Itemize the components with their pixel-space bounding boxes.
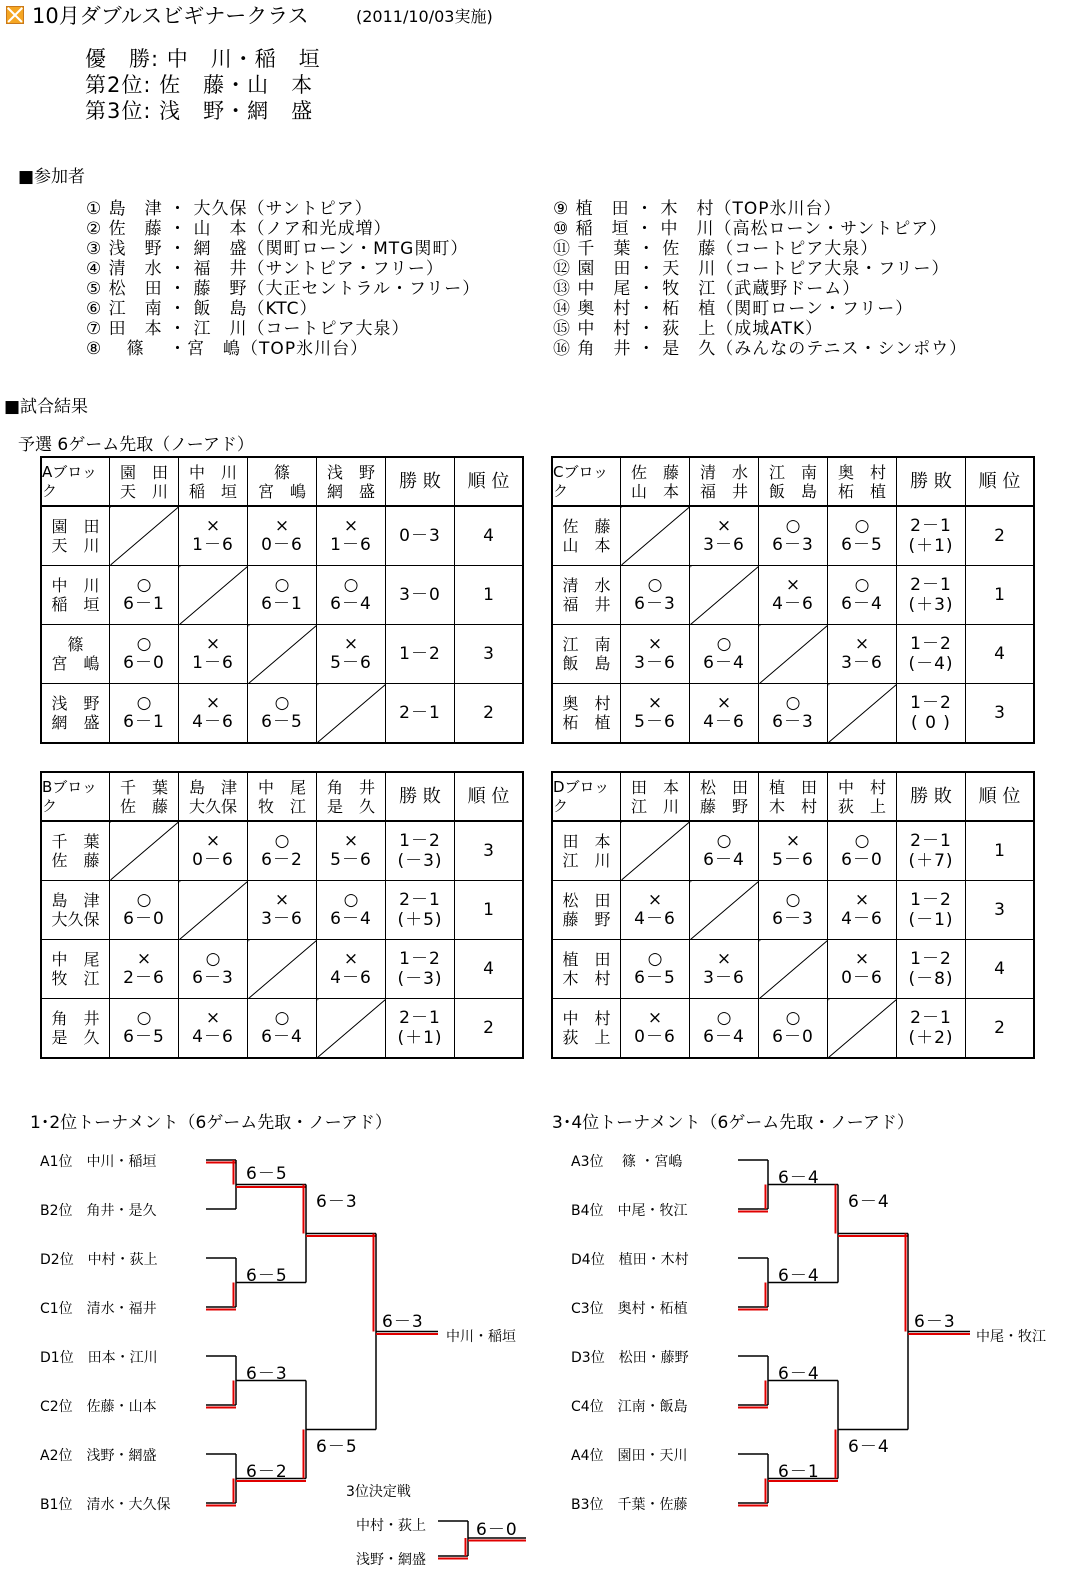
round1-score: 6－4 [778,1363,820,1384]
match-score: 2－6 [123,968,165,988]
match-score: 5－6 [330,850,372,870]
match-score: 0－6 [261,535,303,555]
player-name: 江 川 [562,851,611,870]
match-score: 6－4 [261,1027,303,1047]
player-name: 植 田 [562,950,611,969]
winner-line: 優 勝: 中 川・稲 垣 [85,47,321,71]
player-name: 荻 上 [562,1028,611,1047]
player-name: 江 南 [562,635,611,654]
match-score: 6－5 [261,712,303,732]
participant-entry: ⑭ 奥 村 ・ 柘 植（関町ローン・フリー） [553,299,914,319]
result-mark: ○ [785,1008,801,1028]
player-name: 江 南 [768,462,817,482]
match-score: 6－5 [841,535,883,555]
win-loss-record: 1－2 [910,634,952,654]
player-name: 奥 村 [837,462,886,482]
result-mark: ○ [274,831,290,851]
block-name: Dブロック [552,772,621,821]
result-mark: × [205,693,221,713]
result-mark: ○ [785,890,801,910]
match-score: 1－6 [330,535,372,555]
rank-cell: 1 [455,566,524,625]
match-score: 3－6 [261,909,303,929]
match-score: 6－1 [123,712,165,732]
win-loss-record: 3－0 [399,585,441,605]
round2-score: 6－5 [316,1436,358,1457]
player-name: 篠 [273,462,290,482]
page-title: 10月ダブルスビギナークラス [32,4,309,28]
participant-entry: ① 島 津 ・ 大久保（サントピア） [86,199,373,219]
match-score: 6－2 [261,850,303,870]
rank-cell: 2 [966,506,1035,566]
match-score: 6－4 [330,594,372,614]
bracket-entry: D2位 中村・荻上 [40,1252,158,1268]
bracket-entry: B2位 角井・是久 [40,1203,157,1219]
player-name: 松 田 [562,891,611,910]
rank-cell: 4 [455,940,524,999]
result-mark: × [343,831,359,851]
tournament-winner: 中川・稲垣 [446,1328,516,1345]
win-loss-record: 0－3 [399,526,441,546]
match-score: 4－6 [634,909,676,929]
rank-cell: 4 [966,625,1035,684]
participant-entry: ⑩ 稲 垣 ・ 中 川（高松ローン・サントピア） [553,219,948,239]
game-difference: (－3) [397,851,443,871]
third-place-label: 3位決定戦 [346,1484,411,1500]
match-score: 1－6 [192,653,234,673]
match-score: 4－6 [330,968,372,988]
final-score: 6－3 [382,1311,424,1332]
player-name: 中 尾 [51,950,100,969]
player-name: 稲 垣 [188,481,237,501]
match-score: 6－3 [772,535,814,555]
win-loss-record: 2－1 [399,890,441,910]
player-name: 天 川 [51,536,100,555]
player-name: 篠 [67,635,84,654]
player-name: 荻 上 [837,796,886,816]
rank-cell: 1 [966,821,1035,881]
round1-score: 6－1 [778,1461,820,1482]
event-date: (2011/10/03実施) [356,7,493,26]
third-place-entry: 中村・荻上 [356,1518,426,1534]
game-difference: ( 0 ) [911,713,951,733]
result-mark: × [205,831,221,851]
prelim-label: 予選 6ゲーム先取（ノーアド） [18,435,254,455]
player-name: 佐 藤 [562,517,611,536]
player-name: 飯 島 [562,654,611,673]
bracket-entry: B3位 千葉・佐藤 [571,1497,688,1513]
match-score: 0－6 [841,968,883,988]
player-name: 田 本 [630,777,679,797]
result-mark: ○ [647,575,663,595]
result-mark: × [716,693,732,713]
match-score: 6－3 [634,594,676,614]
player-name: 山 本 [630,481,679,501]
rank-cell: 4 [455,506,524,566]
win-loss-record: 2－1 [910,575,952,595]
player-name: 牧 江 [51,969,100,988]
third-place-score: 6－0 [476,1520,518,1540]
game-difference: (＋5) [397,910,443,930]
player-name: 大久保 [188,796,237,816]
match-score: 6－0 [772,1027,814,1047]
result-mark: × [274,890,290,910]
game-difference: (－1) [908,910,954,930]
result-mark: ○ [136,890,152,910]
game-difference: (＋2) [908,1028,954,1048]
result-mark: × [785,575,801,595]
participant-entry: ③ 浅 野 ・ 網 盛（関町ローン・MTG関町） [86,239,469,259]
player-name: 牧 江 [257,796,306,816]
win-loss-record: 1－2 [399,949,441,969]
rank-header: 順 位 [455,457,524,506]
result-mark: × [205,1008,221,1028]
bracket-entry: B4位 中尾・牧江 [571,1203,688,1219]
player-name: 佐 藤 [630,462,679,482]
player-name: 角 井 [51,1009,100,1028]
player-name: 稲 垣 [51,595,100,614]
player-name: 中 尾 [257,777,306,797]
rank-header: 順 位 [966,457,1035,506]
player-name: 松 田 [699,777,748,797]
bracket-entry: A4位 園田・天川 [571,1448,688,1464]
result-mark: × [343,634,359,654]
match-score: 4－6 [703,712,745,732]
rank-cell: 3 [455,821,524,881]
third-place-entry: 浅野・網盛 [356,1552,426,1568]
result-mark: × [205,634,221,654]
player-name: 角 井 [326,777,375,797]
game-difference: (－8) [908,969,954,989]
third-place-line: 第3位: 浅 野・網 盛 [85,99,314,123]
rank-cell: 2 [455,999,524,1059]
match-score: 4－6 [772,594,814,614]
round1-score: 6－5 [246,1265,288,1286]
win-loss-record: 1－2 [910,949,952,969]
result-mark: × [343,516,359,536]
second-place-line: 第2位: 佐 藤・山 本 [85,73,314,97]
player-name: 山 本 [562,536,611,555]
match-score: 3－6 [703,535,745,555]
result-mark: ○ [854,575,870,595]
player-name: 福 井 [562,595,611,614]
player-name: 奥 村 [562,694,611,713]
tournament-12-title: 1･2位トーナメント（6ゲーム先取・ノーアド） [30,1113,392,1133]
bracket-entry: C2位 佐藤・山本 [40,1399,157,1415]
match-score: 6－0 [841,850,883,870]
rank-cell: 1 [455,881,524,940]
bracket-entry: D1位 田本・江川 [40,1350,158,1366]
participant-entry: ⑪ 千 葉 ・ 佐 藤（コートピア大泉） [553,239,879,259]
win-loss-record: 1－2 [910,890,952,910]
result-mark: × [647,1008,663,1028]
player-name: 中 川 [51,576,100,595]
result-mark: ○ [136,693,152,713]
match-score: 1－6 [192,535,234,555]
player-name: 島 津 [188,777,237,797]
player-name: 網 盛 [51,713,100,732]
result-mark: ○ [274,693,290,713]
win-loss-record: 1－2 [399,831,441,851]
match-score: 6－4 [703,1027,745,1047]
tournament-34-title: 3･4位トーナメント（6ゲーム先取・ノーアド） [552,1113,914,1133]
player-name: 中 村 [562,1009,611,1028]
game-difference: (－3) [397,969,443,989]
player-name: 佐 藤 [51,851,100,870]
round1-score: 6－3 [246,1363,288,1384]
player-name: 木 村 [768,796,817,816]
match-score: 4－6 [192,1027,234,1047]
game-difference: (＋7) [908,851,954,871]
player-name: 中 村 [837,777,886,797]
match-score: 3－6 [634,653,676,673]
player-name: 網 盛 [326,481,375,501]
match-score: 4－6 [841,909,883,929]
match-score: 6－5 [123,1027,165,1047]
result-mark: × [205,516,221,536]
participant-entry: ⑤ 松 田 ・ 藤 野（大正セントラル・フリー） [86,279,481,299]
win-loss-record: 2－1 [399,703,441,723]
player-name: 佐 藤 [119,796,168,816]
participant-entry: ⑨ 植 田 ・ 木 村（TOP氷川台） [553,199,842,219]
game-difference: (＋1) [397,1028,443,1048]
result-mark: ○ [854,831,870,851]
bracket-entry: A3位 篠 ・宮嶋 [571,1154,683,1170]
participant-entry: ② 佐 藤 ・ 山 本（ノア和光成増） [86,219,392,239]
result-mark: × [343,949,359,969]
rank-cell: 2 [966,999,1035,1059]
round2-score: 6－3 [316,1191,358,1212]
win-loss-record: 1－2 [399,644,441,664]
player-name: 藤 野 [699,796,748,816]
round2-score: 6－4 [848,1191,890,1212]
result-mark: ○ [785,516,801,536]
block-name: Aブロック [41,457,110,506]
participant-entry: ⑫ 園 田 ・ 天 川（コートピア大泉・フリー） [553,259,950,279]
win-loss-header: 勝 敗 [897,457,966,506]
rank-cell: 4 [966,940,1035,999]
result-mark: ○ [343,575,359,595]
rank-cell: 3 [966,881,1035,940]
win-loss-header: 勝 敗 [386,457,455,506]
bracket-entry: D3位 松田・藤野 [571,1350,689,1366]
result-mark: ○ [785,693,801,713]
result-mark: × [274,516,290,536]
result-mark: × [716,516,732,536]
win-loss-record: 2－1 [910,516,952,536]
result-mark: ○ [716,634,732,654]
rank-cell: 2 [455,684,524,744]
result-mark: × [785,831,801,851]
player-name: 宮 嶋 [257,481,306,501]
result-mark: ○ [647,949,663,969]
participant-entry: ⑬ 中 尾 ・ 牧 江（武蔵野ドーム） [553,279,861,299]
result-mark: ○ [136,575,152,595]
player-name: 植 田 [768,777,817,797]
result-mark: ○ [343,890,359,910]
player-name: 千 葉 [51,832,100,851]
result-mark: ○ [205,949,221,969]
participant-entry: ⑮ 中 村 ・ 荻 上（成城ATK） [553,319,824,339]
participant-entry: ⑧ 篠 ・宮 嶋（TOP氷川台） [86,339,369,359]
player-name: 田 本 [562,832,611,851]
result-mark: ○ [274,1008,290,1028]
block-name: Bブロック [41,772,110,821]
win-loss-header: 勝 敗 [897,772,966,821]
player-name: 園 田 [119,462,168,482]
match-score: 0－6 [634,1027,676,1047]
participant-entry: ⑯ 角 井 ・ 是 久（みんなのテニス・シンポウ） [553,339,968,359]
participants-heading: ■参加者 [18,167,86,187]
match-score: 6－3 [192,968,234,988]
result-mark: ○ [716,831,732,851]
rank-header: 順 位 [966,772,1035,821]
rank-cell: 3 [455,625,524,684]
bracket-entry: C4位 江南・飯島 [571,1399,688,1415]
player-name: 園 田 [51,517,100,536]
match-score: 5－6 [634,712,676,732]
result-mark: × [647,693,663,713]
match-score: 4－6 [192,712,234,732]
result-mark: ○ [854,516,870,536]
result-mark: ○ [136,634,152,654]
match-score: 6－4 [703,653,745,673]
player-name: 木 村 [562,969,611,988]
bracket-entry: C3位 奥村・柘植 [571,1301,688,1317]
player-name: 中 川 [188,462,237,482]
player-name: 福 井 [699,481,748,501]
match-score: 6－4 [841,594,883,614]
participant-entry: ⑦ 田 本 ・ 江 川（コートピア大泉） [86,319,410,339]
result-mark: ○ [274,575,290,595]
player-name: 是 久 [51,1028,100,1047]
player-name: 天 川 [119,481,168,501]
win-loss-record: 2－1 [399,1008,441,1028]
bracket-entry: D4位 植田・木村 [571,1252,689,1268]
rank-cell: 1 [966,566,1035,625]
player-name: 千 葉 [119,777,168,797]
player-name: 清 水 [699,462,748,482]
game-difference: (－4) [908,654,954,674]
match-score: 6－0 [123,653,165,673]
match-score: 6－1 [261,594,303,614]
match-score: 6－5 [634,968,676,988]
game-difference: (＋1) [908,536,954,556]
result-mark: ○ [716,1008,732,1028]
match-score: 6－1 [123,594,165,614]
player-name: 藤 野 [562,910,611,929]
player-name: 浅 野 [326,462,375,482]
result-mark: × [136,949,152,969]
match-score: 6－3 [772,712,814,732]
player-name: 清 水 [562,576,611,595]
result-mark: × [716,949,732,969]
match-score: 6－0 [123,909,165,929]
rank-header: 順 位 [455,772,524,821]
match-score: 6－3 [772,909,814,929]
match-results-heading: ■試合結果 [4,397,89,417]
win-loss-record: 1－2 [910,693,952,713]
player-name: 浅 野 [51,694,100,713]
bracket-entry: C1位 清水・福井 [40,1301,157,1317]
round2-score: 6－4 [848,1436,890,1457]
match-score: 3－6 [703,968,745,988]
round1-score: 6－5 [246,1164,288,1184]
match-score: 6－4 [703,850,745,870]
player-name: 大久保 [51,910,100,929]
player-name: 柘 植 [562,713,611,732]
result-mark: ○ [136,1008,152,1028]
player-name: 柘 植 [837,481,886,501]
participant-entry: ④ 清 水 ・ 福 井（サントピア・フリー） [86,259,444,279]
result-mark: × [854,634,870,654]
round1-score: 6－4 [778,1167,820,1188]
result-mark: × [854,890,870,910]
round1-score: 6－4 [778,1265,820,1286]
result-mark: × [854,949,870,969]
game-difference: (＋3) [908,595,954,615]
final-score: 6－3 [914,1311,956,1332]
match-score: 3－6 [841,653,883,673]
win-loss-record: 2－1 [910,831,952,851]
bracket-entry: B1位 清水・大久保 [40,1497,171,1513]
match-score: 6－4 [330,909,372,929]
bracket-entry: A2位 浅野・網盛 [40,1448,157,1464]
tournament-winner: 中尾・牧江 [976,1328,1046,1345]
match-score: 0－6 [192,850,234,870]
result-mark: × [647,634,663,654]
block-name: Cブロック [552,457,621,506]
player-name: 江 川 [630,796,679,816]
match-score: 5－6 [772,850,814,870]
round1-score: 6－2 [246,1461,288,1482]
player-name: 宮 嶋 [51,654,100,673]
win-loss-header: 勝 敗 [386,772,455,821]
player-name: 是 久 [326,796,375,816]
participant-entry: ⑥ 江 南 ・ 飯 島（KTC） [86,299,318,319]
win-loss-record: 2－1 [910,1008,952,1028]
result-mark: × [647,890,663,910]
player-name: 飯 島 [768,481,817,501]
bracket-entry: A1位 中川・稲垣 [40,1154,157,1170]
rank-cell: 3 [966,684,1035,744]
match-score: 5－6 [330,653,372,673]
player-name: 島 津 [51,891,100,910]
